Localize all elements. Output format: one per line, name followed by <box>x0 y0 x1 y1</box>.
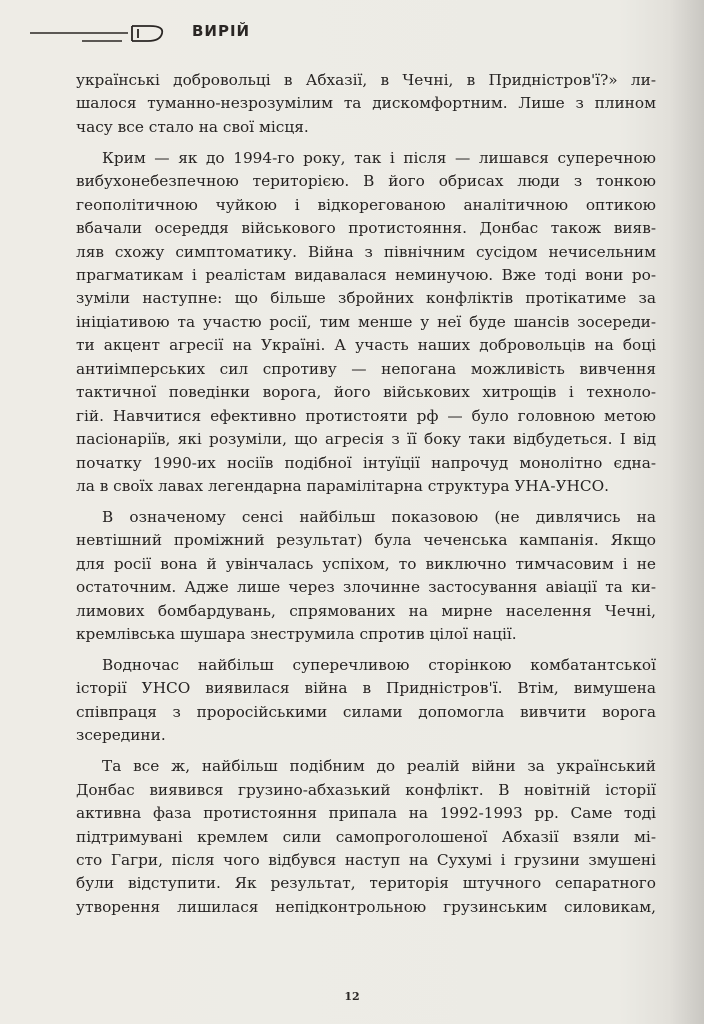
page-number: 12 <box>344 990 360 1003</box>
text-line: кремлівська шушара знеструмила спротив цілої нації. <box>76 625 517 644</box>
text-line: українські добровольці в Абхазії, в Чечні, в Придністров'ї?» ли- <box>76 71 656 89</box>
text-line: невтішний проміжний результат) була чеченська кампанія. Якщо <box>76 531 656 550</box>
running-header-title: ВИРІЙ <box>192 22 251 40</box>
text-line: часу все стало на свої місця. <box>76 117 309 136</box>
text-line: були відступити. Як результат, територія штучного сепаратного <box>76 874 656 893</box>
text-line: ла в своїх лавах легендарна парамілітарна структура УНА-УНСО. <box>76 476 609 495</box>
text-line: геополітичною чуйкою і відкорегованою аналітичною оптикою <box>76 195 656 214</box>
text-line: утворення лишилася непідконтрольною грузинським силовикам, <box>76 897 656 916</box>
text-line: лимових бомбардувань, спрямованих на мирне населення Чечні, <box>76 601 656 620</box>
text-line: тактичної поведінки ворога, його військових хитрощів і техноло- <box>76 383 656 402</box>
text-line: активна фаза протистояння припала на 1992-1993 рр. Саме тоді <box>76 804 656 823</box>
paragraph <box>76 755 656 919</box>
text-line: співпраця з проросійськими силами допомогла вивчити ворога <box>76 702 656 721</box>
text-line: остаточним. Адже лише через злочинне застосування авіації та ки- <box>76 578 656 597</box>
text-line: прагматикам і реалістам видавалася неминучою. Вже тоді вони ро- <box>76 266 656 284</box>
text-line: гій. Навчитися ефективно протистояти рф — було головною метою <box>76 406 656 425</box>
text-line: ти акцент агресії на Україні. А участь наших добровольців на боці <box>76 336 656 355</box>
text-line: підтримувані кремлем сили самопроголошеної Абхазії взяли мі- <box>76 827 656 846</box>
feather-logo-icon <box>30 22 190 46</box>
text-line: історії УНСО виявилася війна в Придністров'ї. Втім, вимушена <box>76 679 656 698</box>
text-line: вбачали осереддя військового протистояння. Донбас також вияв- <box>76 219 656 238</box>
paragraph <box>76 69 656 139</box>
paragraph <box>76 147 656 499</box>
text-line: ініціативою та участю росії, тим менше у неї буде шансів зосереди- <box>76 312 656 331</box>
text-line: Водночас найбільш суперечливою сторінкою комбатантської <box>102 656 656 674</box>
running-header <box>30 22 330 46</box>
text-line: зсередини. <box>76 726 166 745</box>
text-line: Та все ж, найбільш подібним до реалій війни за український <box>102 757 656 776</box>
paragraph <box>76 506 656 647</box>
text-line: В означеному сенсі найбільш показовою (не дивлячись на <box>102 507 656 526</box>
text-line: початку 1990-их носіїв подібної інтуїції напрочуд монолітно єдна- <box>76 453 656 472</box>
text-line: ляв схожу симптоматику. Війна з північним сусідом нечисельним <box>76 242 656 261</box>
text-line: антиімперських сил спротиву — непогана можливість вивчення <box>76 359 656 378</box>
text-line: пасіонаріїв, які розуміли, що агресія з її боку таки відбудеться. І від <box>76 430 656 449</box>
text-line: вибухонебезпечною територією. В його обрисах люди з тонкою <box>76 172 656 191</box>
paragraph <box>76 654 656 748</box>
text-line: для росії вона й увінчалась успіхом, то виключно тимчасовим і не <box>76 554 656 573</box>
text-line: сто Гагри, після чого відбувся наступ на Сухумі і грузини змушені <box>76 851 656 869</box>
text-line: шалося туманно-незрозумілим та дискомфортним. Лише з плином <box>76 94 656 113</box>
body-text <box>76 69 656 927</box>
text-line: зуміли наступне: що більше збройних конфліктів протікатиме за <box>76 289 656 308</box>
text-line: Донбас виявився грузино-абхазький конфлікт. В новітній історії <box>76 780 656 799</box>
text-line: Крим — як до 1994-го року, так і після — лишався суперечною <box>102 148 656 167</box>
